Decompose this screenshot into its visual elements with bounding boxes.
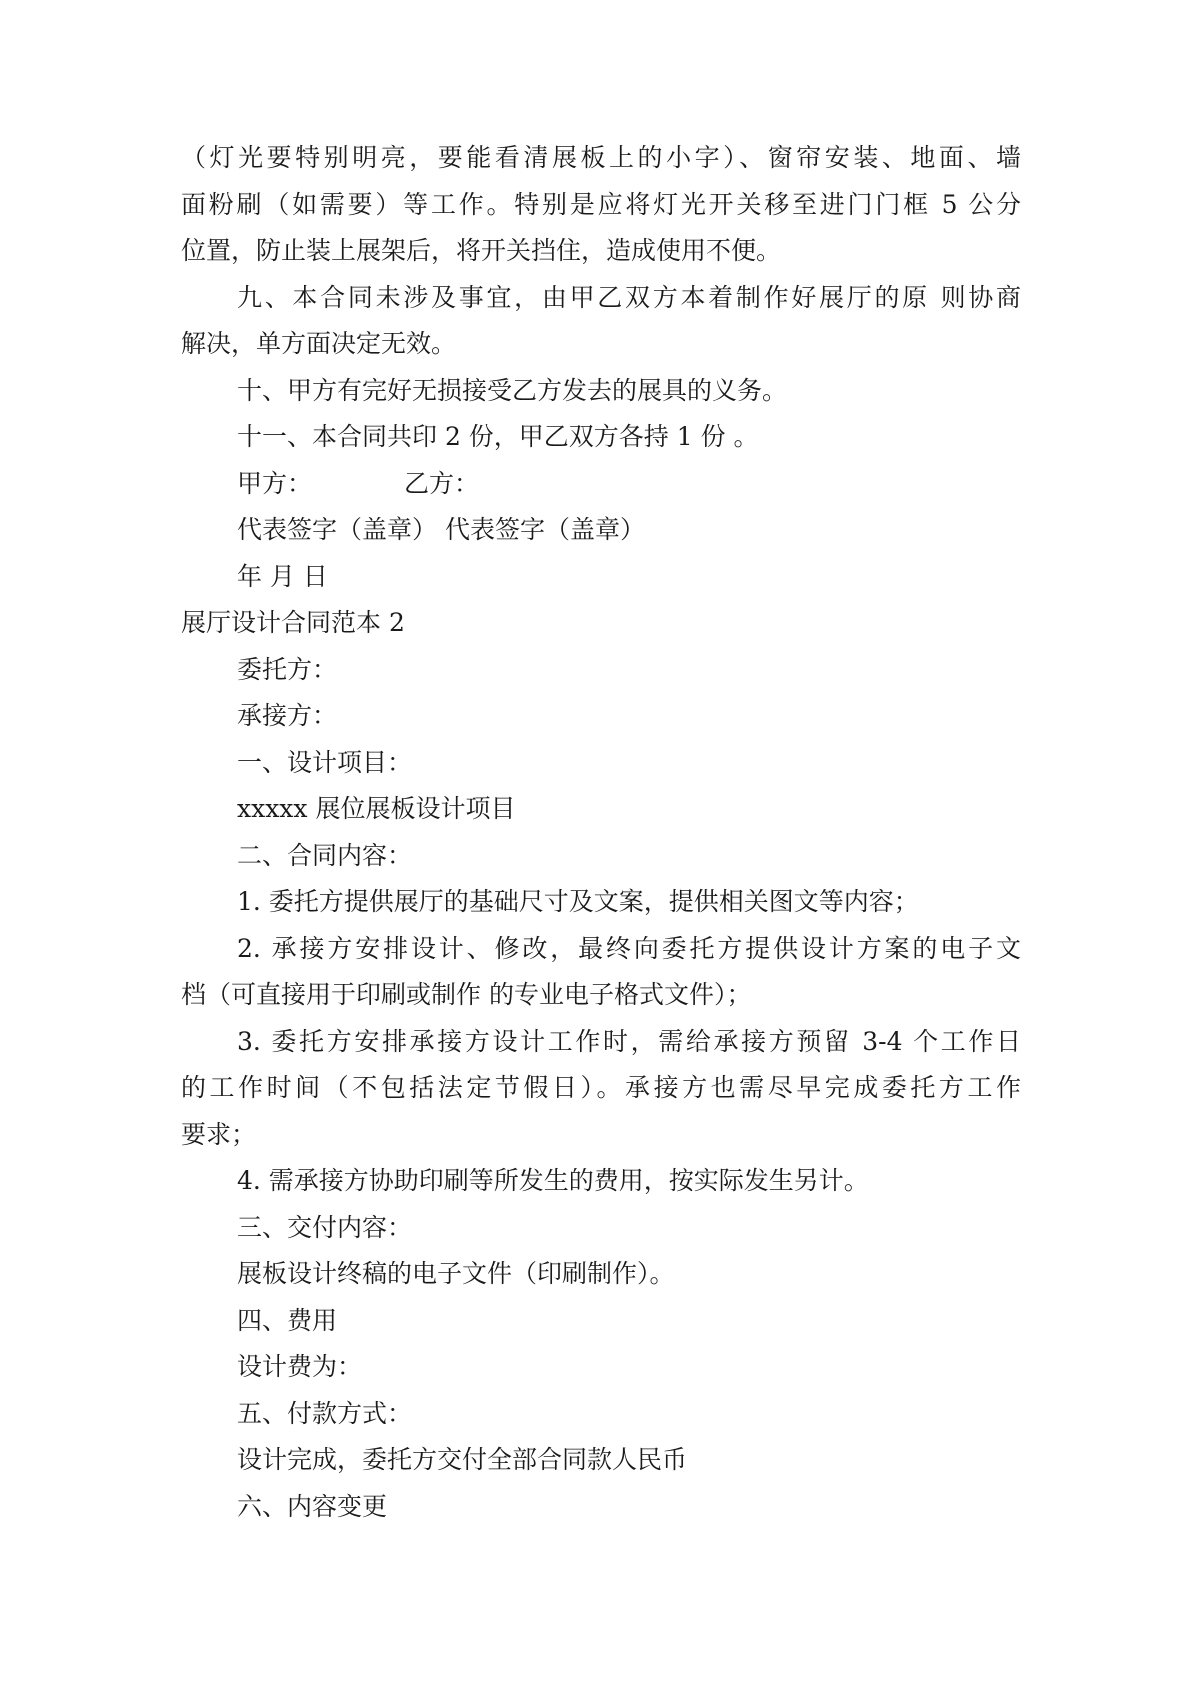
paragraph-line: 档（可直接用于印刷或制作 的专业电子格式文件）； [181, 980, 752, 1009]
paragraph-line: （灯光要特别明亮，要能看清展板上的小字）、窗帘安装、地面、墙 [181, 143, 1021, 172]
paragraph-line: 面粉刷（如需要）等工作。特别是应将灯光开关移至进门门框 5 公分 [181, 189, 1021, 219]
paragraph-line: 四、费用 [237, 1305, 338, 1335]
signature-line: 代表签字（盖章） 代表签字（盖章） [237, 515, 645, 544]
paragraph-line: 展板设计终稿的电子文件（印刷制作）。 [237, 1259, 675, 1288]
paragraph-line: 六、内容变更 [237, 1491, 388, 1521]
section-title: 展厅设计合同范本 2 [181, 608, 405, 637]
paragraph-line: xxxxx 展位展板设计项目 [237, 794, 516, 823]
paragraph-line: 1. 委托方提供展厅的基础尺寸及文案，提供相关图文等内容； [237, 887, 919, 916]
date-line: 年 月 日 [237, 561, 328, 591]
document-body [181, 135, 1021, 1530]
paragraph-line: 委托方： [237, 654, 338, 684]
paragraph-line: 五、付款方式： [237, 1398, 413, 1428]
paragraph-line: 设计费为： [237, 1352, 363, 1381]
paragraph-line: 一、设计项目： [237, 747, 413, 777]
paragraph-line: 设计完成，委托方交付全部合同款人民币 [237, 1445, 688, 1474]
paragraph-line: 二、合同内容： [237, 840, 413, 870]
party-a-label: 甲方： [237, 468, 313, 498]
party-b-label: 乙方： [404, 468, 480, 498]
paragraph-line: 十一、本合同共印 2 份，甲乙双方各持 1 份 。 [237, 422, 759, 451]
paragraph-line: 要求； [181, 1119, 257, 1149]
paragraph-line: 三、交付内容： [237, 1212, 413, 1242]
paragraph-line: 十、甲方有完好无损接受乙方发去的展具的义务。 [237, 375, 788, 405]
paragraph-line: 解决，单方面决定无效。 [181, 329, 457, 358]
paragraph-line: 4. 需承接方协助印刷等所发生的费用，按实际发生另计。 [237, 1166, 869, 1195]
paragraph-line: 承接方： [237, 701, 338, 730]
paragraph-line: 2. 承接方安排设计、修改，最终向委托方提供设计方案的电子文 [237, 933, 1021, 963]
paragraph-line: 3. 委托方安排承接方设计工作时，需给承接方预留 3-4 个工作日 [237, 1026, 1021, 1056]
paragraph-line: 的工作时间（不包括法定节假日）。承接方也需尽早完成委托方工作 [181, 1073, 1021, 1102]
signature-parties [181, 461, 1021, 508]
paragraph-line: 位置，防止装上展架后，将开关挡住，造成使用不便。 [181, 236, 782, 265]
paragraph-line: 九、本合同未涉及事宜，由甲乙双方本着制作好展厅的原 则协商 [237, 282, 1021, 312]
